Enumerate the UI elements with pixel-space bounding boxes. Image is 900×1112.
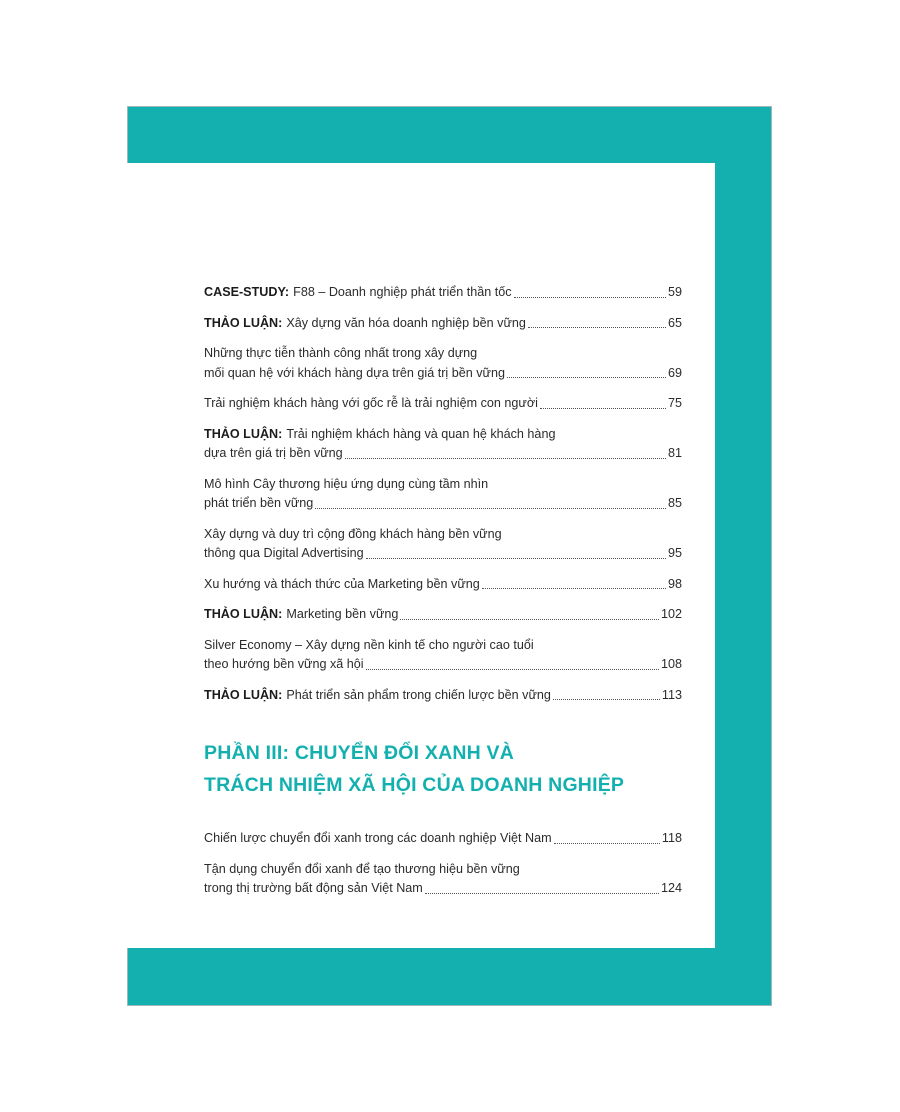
toc-entry-title: Tận dụng chuyển đổi xanh để tạo thương hiệu bền vững <box>204 861 520 876</box>
toc-entry-line <box>204 829 682 849</box>
toc-entry-prefix: THẢO LUẬN: <box>204 315 283 330</box>
toc-entry[interactable] <box>204 860 682 899</box>
toc-entry-line <box>204 860 682 880</box>
toc-page-number: 81 <box>667 446 682 460</box>
toc-page-number: 59 <box>667 285 682 299</box>
part3-heading-line-1: PHẦN III: CHUYỂN ĐỔI XANH VÀ <box>204 742 515 764</box>
toc-entry[interactable] <box>204 636 682 675</box>
dot-leader <box>528 326 666 328</box>
toc-entry[interactable] <box>204 475 682 514</box>
toc-page-number: 98 <box>667 576 682 591</box>
dot-leader <box>507 376 666 378</box>
part3-heading <box>204 737 682 801</box>
dot-leader <box>514 296 666 298</box>
toc-entry-line <box>204 283 682 303</box>
toc-entry-line <box>204 575 682 595</box>
part3-heading-line-2: TRÁCH NHIỆM XÃ HỘI CỦA DOANH NGHIỆP <box>204 774 625 796</box>
toc-entry-line <box>204 494 682 514</box>
dot-leader <box>315 507 666 509</box>
toc-entry[interactable] <box>204 575 682 595</box>
toc-entry-prefix: THẢO LUẬN: <box>204 687 283 702</box>
toc-part2-list <box>204 283 682 705</box>
toc-entry-line <box>204 686 682 706</box>
toc-page-number: 102 <box>660 607 682 621</box>
toc-entry[interactable] <box>204 829 682 849</box>
toc-entry-title: Trải nghiệm khách hàng với gốc rễ là trải nghiệm con người <box>204 396 538 410</box>
toc-entry-line <box>204 879 682 899</box>
toc-page-number: 69 <box>667 365 682 380</box>
toc-page-number: 65 <box>667 315 682 330</box>
toc-entry-title: phát triển bền vững <box>204 496 314 510</box>
toc-part3-list <box>204 829 682 899</box>
toc-page-number: 75 <box>667 396 682 410</box>
toc-entry-title: thông qua Digital Advertising <box>204 546 364 560</box>
toc-entry[interactable] <box>204 314 682 334</box>
toc-page-number: 113 <box>661 687 682 702</box>
toc-entry[interactable] <box>204 425 682 464</box>
toc-page-number: 85 <box>667 496 682 510</box>
dot-leader <box>425 892 659 894</box>
toc-entry-line <box>204 344 682 364</box>
toc-entry-title: Mô hình Cây thương hiệu ứng dụng cùng tầm nhìn <box>204 476 489 491</box>
toc-entry-title: Chiến lược chuyển đổi xanh trong các doanh nghiệp Việt Nam <box>204 831 552 845</box>
toc-entry[interactable] <box>204 605 682 625</box>
toc-entry-title: Phát triển sản phẩm trong chiến lược bền vững <box>286 687 551 702</box>
toc-page-number: 118 <box>661 831 682 845</box>
toc-entry[interactable] <box>204 525 682 564</box>
toc-entry-title: Marketing bền vững <box>286 607 399 621</box>
toc-entry-line <box>204 314 682 334</box>
toc-page-number: 95 <box>667 546 682 560</box>
toc-entry-line <box>204 525 682 545</box>
toc-entry-title: Xu hướng và thách thức của Marketing bền vững <box>204 576 480 591</box>
toc-entry-line <box>204 544 682 564</box>
dot-leader <box>540 407 666 409</box>
dot-leader <box>400 618 659 620</box>
toc-entry-title: Xây dựng văn hóa doanh nghiệp bền vững <box>286 315 526 330</box>
toc-entry-prefix: THẢO LUẬN: <box>204 607 283 621</box>
dot-leader <box>366 557 666 559</box>
toc-entry[interactable] <box>204 686 682 706</box>
toc-entry-title: dựa trên giá trị bền vững <box>204 446 343 460</box>
toc-entry-line <box>204 425 682 445</box>
toc-entry-title: Những thực tiễn thành công nhất trong xây dựng <box>204 346 478 360</box>
toc-entry-title: Trải nghiệm khách hàng và quan hệ khách hàng <box>286 426 556 441</box>
toc-entry-title: F88 – Doanh nghiệp phát triển thần tốc <box>293 285 512 299</box>
table-of-contents <box>204 283 682 910</box>
page-frame <box>127 106 772 1006</box>
toc-entry-line <box>204 394 682 414</box>
toc-entry-prefix: THẢO LUẬN: <box>204 426 283 441</box>
toc-entry-title: trong thị trường bất động sản Việt Nam <box>204 881 423 895</box>
toc-entry-line <box>204 636 682 656</box>
dot-leader <box>482 587 666 589</box>
dot-leader <box>553 698 660 700</box>
toc-entry[interactable] <box>204 344 682 383</box>
toc-entry-title: Silver Economy – Xây dựng nền kinh tế cho người cao tuổi <box>204 637 534 652</box>
page-content <box>127 163 715 948</box>
toc-page-number: 108 <box>660 657 682 671</box>
toc-entry-title: Xây dựng và duy trì cộng đồng khách hàng bền vững <box>204 526 502 541</box>
toc-entry-line <box>204 364 682 384</box>
toc-entry-title: theo hướng bền vững xã hội <box>204 657 364 671</box>
toc-page-number: 124 <box>660 881 682 895</box>
toc-entry[interactable] <box>204 394 682 414</box>
toc-entry[interactable] <box>204 283 682 303</box>
dot-leader <box>366 668 659 670</box>
toc-entry-line <box>204 475 682 495</box>
toc-entry-line <box>204 655 682 675</box>
toc-entry-line <box>204 444 682 464</box>
toc-entry-line <box>204 605 682 625</box>
dot-leader <box>345 457 666 459</box>
toc-entry-title: mối quan hệ với khách hàng dựa trên giá trị bền vững <box>204 365 505 380</box>
toc-entry-prefix: CASE-STUDY: <box>204 285 290 299</box>
dot-leader <box>554 842 660 844</box>
